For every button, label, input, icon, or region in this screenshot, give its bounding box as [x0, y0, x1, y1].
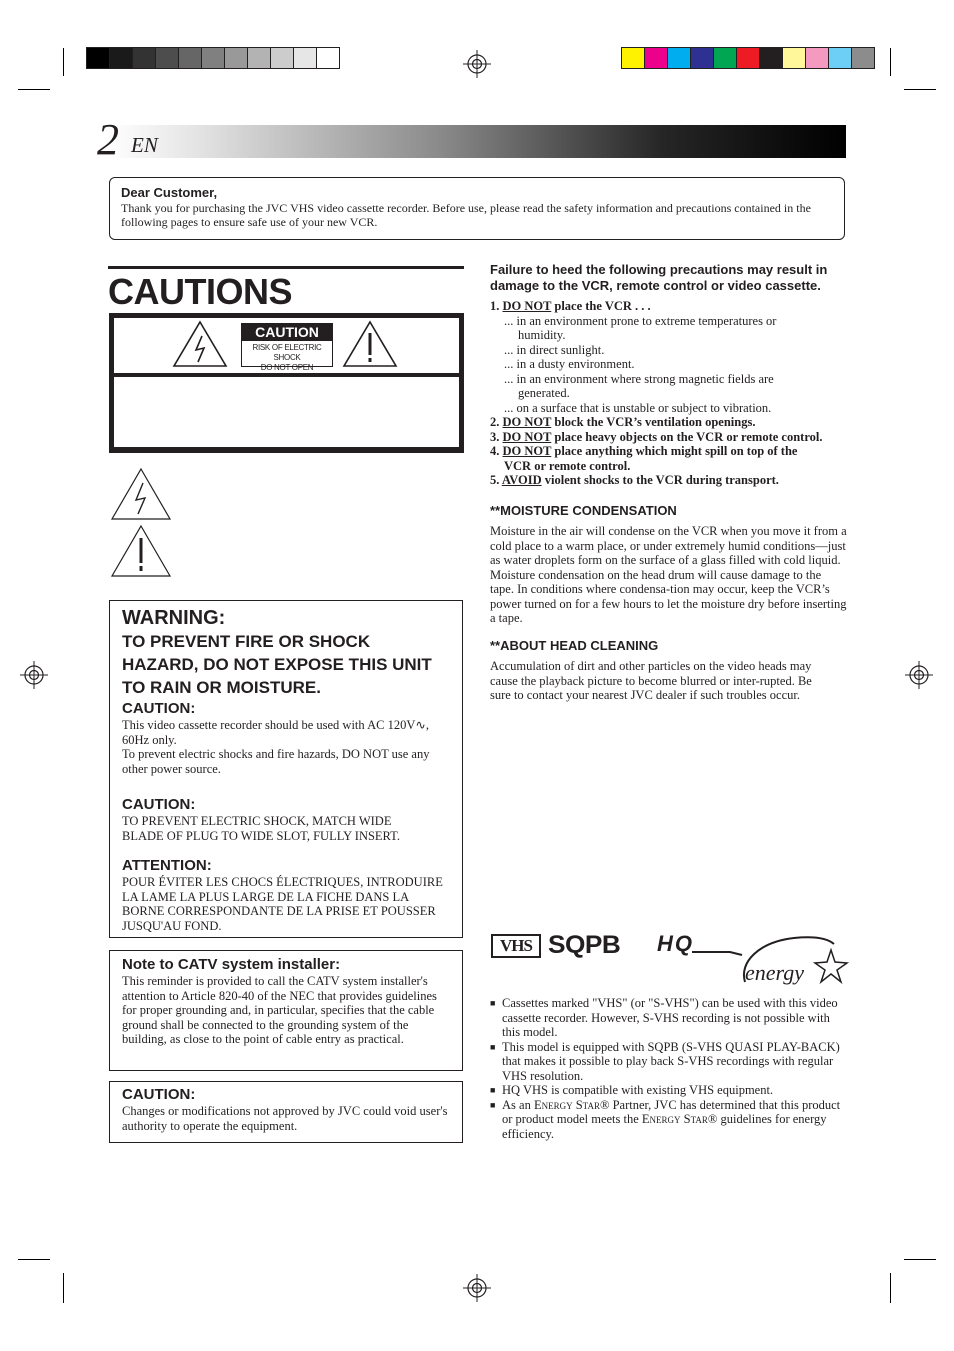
registration-mark-icon [20, 661, 48, 689]
precaution-sub-line: ... in an environment prone to extreme temperatures or [504, 313, 777, 328]
precaution-item-3: 3. DO NOT place heavy objects on the VCR or remote control. [490, 429, 823, 444]
feature-item: ■ HQ VHS is compatible with existing VHS equipment. [490, 1083, 774, 1097]
color-swatch [852, 48, 874, 68]
caution-label [241, 323, 333, 372]
attention-heading: ATTENTION: [122, 857, 212, 874]
feature-item: ■ Cassettes marked "VHS" (or "S-VHS") can be used with this video cassette recorder. However, S-VHS recording is not possible with this model. [490, 996, 838, 1039]
color-swatch [760, 48, 783, 68]
color-swatch [294, 48, 317, 68]
color-swatch [133, 48, 156, 68]
precaution-sub-line: ... in a dusty environment. [504, 357, 635, 371]
caution-label-line1: RISK OF ELECTRIC SHOCK [252, 343, 322, 362]
caution-label-title: CAUTION [242, 324, 332, 341]
exclamation-warning-icon [110, 524, 172, 578]
caution3-heading: CAUTION: [122, 1086, 196, 1103]
color-bar [621, 47, 875, 69]
head-cleaning-heading: **ABOUT HEAD CLEANING [490, 638, 659, 653]
moisture-heading: **MOISTURE CONDENSATION [490, 503, 677, 518]
gray-color-bar [86, 47, 340, 69]
precautions-heading: Failure to heed the following precautions may result in damage to the VCR, remote control or video cassette. [490, 262, 828, 293]
caution2-text: TO PREVENT ELECTRIC SHOCK, MATCH WIDE BLADE OF PLUG TO WIDE SLOT, FULLY INSERT. [122, 814, 400, 843]
precautions-list [490, 299, 850, 488]
caution1-heading: CAUTION: [122, 700, 196, 717]
modifications-caution-box [109, 1081, 463, 1143]
color-swatch [783, 48, 806, 68]
color-swatch [156, 48, 179, 68]
color-swatch [317, 48, 339, 68]
registration-mark-icon [905, 661, 933, 689]
registration-mark-icon [463, 1274, 491, 1302]
color-swatch [714, 48, 737, 68]
lightning-warning-icon [110, 467, 172, 521]
caution-label-line2: DO NOT OPEN [260, 363, 314, 372]
color-swatch [668, 48, 691, 68]
precaution-sub-line: ... in direct sunlight. [504, 342, 605, 357]
feature-list [490, 996, 847, 1141]
feature-item: ■ This model is equipped with SQPB (S-VHS QUASI PLAY-BACK) that makes it possible to play back S-VHS recordings with regular VHS resolution. [490, 1039, 840, 1083]
precaution-item-2: 2. DO NOT block the VCR’s ventilation openings. [490, 415, 756, 429]
catv-text: This reminder is provided to call the CATV system installer's attention to Article 820-40 of the NEC that provides guidelines for proper grounding and, in particular, specifies that the cable ground shall be connected to the grounding system of the building, as close to the point of cable entry as practical. [122, 974, 437, 1046]
page-language: EN [131, 133, 158, 157]
color-swatch [737, 48, 760, 68]
precaution-item-4: 4. DO NOT place anything which might spill on top of the [490, 444, 798, 458]
lightning-warning-icon [172, 320, 228, 368]
header-gradient-bar [108, 125, 846, 158]
color-swatch [691, 48, 714, 68]
catv-note-box [109, 950, 463, 1071]
caution1-line2: To prevent electric shocks and fire hazards, DO NOT use any other power source. [122, 747, 430, 776]
intro-box [109, 177, 845, 240]
hq-logo-swoosh-icon [690, 940, 745, 956]
vhs-logo: VHS [491, 934, 541, 958]
sqpb-logo: SQPB [548, 931, 621, 959]
warning-heading: WARNING: [122, 607, 226, 629]
color-swatch [202, 48, 225, 68]
color-swatch [110, 48, 133, 68]
catv-heading: Note to CATV system installer: [122, 956, 341, 973]
color-swatch [806, 48, 829, 68]
page-number: 2 [97, 115, 119, 164]
caution3-text: Changes or modifications not approved by JVC could void user's authority to operate the equipment. [122, 1104, 448, 1133]
warning-text: TO PREVENT FIRE OR SHOCK HAZARD, DO NOT EXPOSE THIS UNIT TO RAIN OR MOISTURE. [122, 632, 432, 697]
moisture-text: Moisture in the air will condense on the VCR when you move it from a cold place to a warm place, or under extremely humid conditions—just as water droplets form on the surface of a glass filled with cold liquid. Moisture condensation on the head drum will cause damage to the tape. In conditions where condensa-tion may occur, keep the VCR’s power turned on for a few hours to let the moisture dry before inserting a tape. [490, 524, 847, 625]
color-swatch [248, 48, 271, 68]
precaution-sub-line: ... on a surface that is unstable or subject to vibration. [504, 400, 772, 415]
caution1-line1: This video cassette recorder should be used with AC 120V∿, 60Hz only. [122, 718, 429, 747]
color-swatch [225, 48, 248, 68]
attention-text: POUR ÉVITER LES CHOCS ÉLECTRIQUES, INTRODUIRE LA LAME LA PLUS LARGE DE LA FICHE DANS LA BORNE CORRESPONDANTE DE LA PRISE ET POUSSER JUSQU'AU FOND. [122, 875, 443, 933]
color-swatch [829, 48, 852, 68]
color-swatch [271, 48, 294, 68]
cautions-title: CAUTIONS [108, 266, 464, 313]
color-swatch [179, 48, 202, 68]
precaution-sub-line: generated. [518, 386, 570, 400]
precaution-item-4-cont: VCR or remote control. [504, 458, 631, 473]
head-cleaning-text: Accumulation of dirt and other particles on the video heads may cause the playback picture to become blurred or inter-rupted. Be sure to contact your nearest JVC dealer if such troubles occur. [490, 659, 812, 702]
caution2-heading: CAUTION: [122, 796, 196, 813]
precaution-item-5: 5. AVOID violent shocks to the VCR during transport. [490, 473, 779, 487]
hq-logo: HQ [657, 931, 694, 956]
color-swatch [645, 48, 668, 68]
warning-box [109, 600, 463, 938]
registration-mark-icon [463, 50, 491, 78]
exclamation-warning-icon [342, 320, 398, 368]
precaution-item-1: 1. DO NOT place the VCR . . . [490, 299, 651, 313]
color-swatch [622, 48, 645, 68]
precaution-sub-line: ... in an environment where strong magnetic fields are [504, 371, 774, 386]
color-swatch [87, 48, 110, 68]
feature-item: ■ As an Energy Star® Partner, JVC has determined that this product or product model meets the Energy Star® guidelines for energy efficiency. [490, 1097, 841, 1141]
intro-heading: Dear Customer, [121, 185, 218, 200]
intro-text: Thank you for purchasing the JVC VHS video cassette recorder. Before use, please read the safety information and precautions contained in the following pages to ensure safe use of your new VCR. [121, 201, 811, 229]
energy-star-text: energy [745, 960, 805, 985]
precaution-sub-line: humidity. [518, 328, 566, 342]
energy-star-logo [739, 932, 849, 994]
